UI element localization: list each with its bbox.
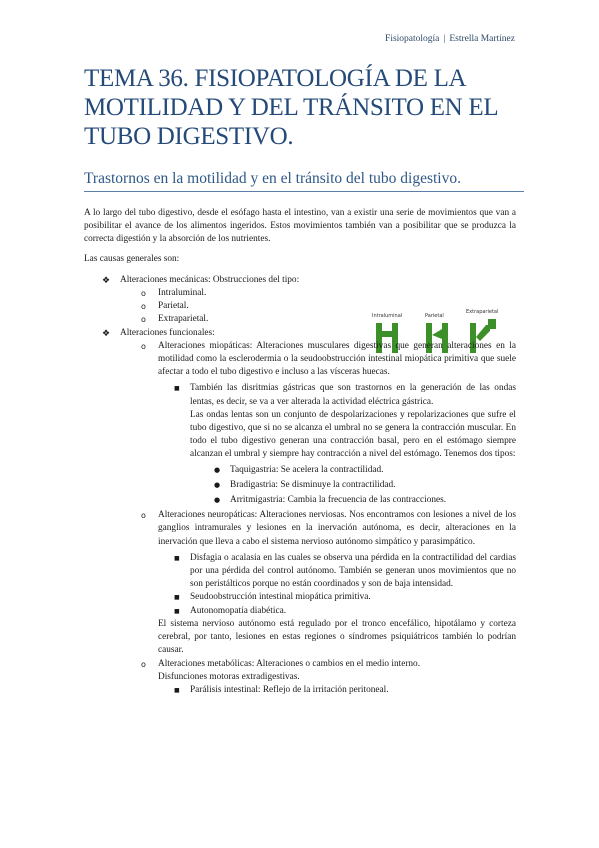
list-item-text: Taquigastria: Se acelera la contractilidad.	[230, 464, 384, 475]
paragraph: Las ondas lentas son un conjunto de despolarizaciones y repolarizaciones que sufre el tubo digestivo, que si no se alcanza el umbral no se genera la contracción muscular. En todo el tubo digestivo generan una contracción basal, pero en el estómago siempre alcanzan el umbral y siempre hay contracción a nivel del estómago. Tenemos dos tipos:	[190, 409, 516, 460]
list-item-text: También las disritmias gástricas que son trastornos en la generación de las ondas lentas, es decir, se va a ver alterada la actividad eléctrica gástrica.	[190, 383, 516, 407]
list-item	[84, 509, 516, 549]
diamond-bullet-icon: ❖	[102, 274, 111, 285]
list-item	[84, 274, 516, 287]
header-author: Estrella Martínez	[449, 34, 515, 44]
list-item	[84, 494, 516, 507]
paragraph: Disfunciones motoras extradigestivas.	[158, 671, 300, 682]
section-subtitle: Trastornos en la motilidad y en el tránsito del tubo digestivo.	[84, 170, 524, 192]
list-item	[84, 300, 516, 313]
dot-bullet-icon: ●	[214, 465, 221, 474]
list-item	[84, 327, 516, 340]
list-item	[84, 464, 516, 477]
document-body	[84, 207, 516, 697]
list-item	[84, 340, 516, 380]
circle-bullet-icon: o	[141, 341, 146, 351]
page-header	[385, 34, 515, 44]
list-item	[84, 287, 516, 300]
causes-label: Las causas generales son:	[84, 253, 180, 264]
square-bullet-icon: ■	[174, 607, 180, 615]
intro-paragraph: A lo largo del tubo digestivo, desde el esófago hasta el intestino, van a existir una serie de movimientos que van a posibilitar el avance de los alimentos ingeridos. Estos movimientos también van a posibilitar que se produzca la correcta digestión y la absorción de los nutrientes.	[84, 208, 516, 245]
square-bullet-icon: ■	[174, 686, 180, 694]
paragraph: El sistema nervioso autónomo está regulado por el tronco encefálico, hipotálamo y corteza cerebral, por tanto, lesiones en estas regiones o síndromes psiquiátricos también lo podrían causar.	[158, 618, 516, 656]
list-item-text: Alteraciones mecánicas: Obstrucciones del tipo:	[120, 274, 300, 285]
list-item-text: Bradigastria: Se disminuye la contractilidad.	[230, 479, 396, 490]
circle-bullet-icon: o	[141, 289, 146, 299]
list-item	[84, 479, 516, 492]
circle-bullet-icon: o	[141, 511, 146, 521]
list-item-text: Alteraciones funcionales:	[120, 327, 215, 338]
list-item-text: Alteraciones miopáticas: Alteraciones musculares digestivas que generan alteraciones en la motilidad como la esclerodermia o la seudoobstrucción intestinal miopática primitiva que suele afectar a todo el tubo digestivo e incluso a las vísceras huecas.	[158, 340, 516, 378]
square-bullet-icon: ■	[174, 554, 180, 562]
list-item-text: Autonomopatía diabética.	[190, 605, 287, 616]
figure-label-extraparietal: Extraparietal	[466, 309, 499, 315]
list-item-text: Intraluminal.	[158, 288, 207, 299]
figure-label-intraluminal: Intraluminal	[372, 313, 403, 319]
circle-bullet-icon: o	[141, 302, 146, 312]
list-item	[84, 605, 516, 618]
page-title: TEMA 36. FISIOPATOLOGÍA DE LA MOTILIDAD Y DEL TRÁNSITO EN EL TUBO DIGESTIVO.	[84, 65, 498, 150]
list-item-text: Parietal.	[158, 301, 189, 312]
dot-bullet-icon: ●	[214, 496, 221, 505]
square-bullet-icon: ■	[174, 594, 180, 602]
list-item-text: Seudoobstrucción intestinal miopática primitiva.	[190, 592, 371, 603]
list-item	[84, 313, 516, 326]
header-separator: |	[443, 34, 446, 44]
list-item-text: Disfagia o acalasia en las cuales se observa una pérdida en la contractilidad del cardias por una pérdida del control autónomo. También se generan unos movimientos que no son peristálticos porque no están coordinados y son de baja intensidad.	[190, 552, 516, 590]
list-item	[84, 658, 516, 671]
list-item-text: Alteraciones neuropáticas: Alteraciones nerviosas. Nos encontramos con lesiones a nivel de los ganglios intramurales y lesiones en la inervación autónoma, es decir, alteraciones en la inervación que lleva a cabo el sistema nervioso autónomo simpático y parasimpático.	[158, 510, 516, 547]
circle-bullet-icon: o	[141, 315, 146, 325]
list-item-text: Parálisis intestinal: Reflejo de la irritación peritoneal.	[190, 684, 389, 695]
list-item	[84, 382, 516, 408]
square-bullet-icon: ■	[174, 385, 180, 393]
list-item	[84, 591, 516, 604]
circle-bullet-icon: o	[141, 659, 146, 669]
list-item-text: Extraparietal.	[158, 314, 209, 325]
list-item	[84, 552, 516, 592]
header-subject: Fisiopatología	[385, 34, 440, 44]
figure-label-parietal: Parietal	[425, 313, 444, 319]
list-item	[84, 684, 516, 697]
list-item-text: Alteraciones metabólicas: Alteraciones o cambios en el medio interno.	[158, 658, 421, 669]
dot-bullet-icon: ●	[214, 480, 221, 489]
diamond-bullet-icon: ❖	[102, 327, 111, 338]
list-item-text: Arritmigastria: Cambia la frecuencia de las contracciones.	[230, 495, 447, 506]
